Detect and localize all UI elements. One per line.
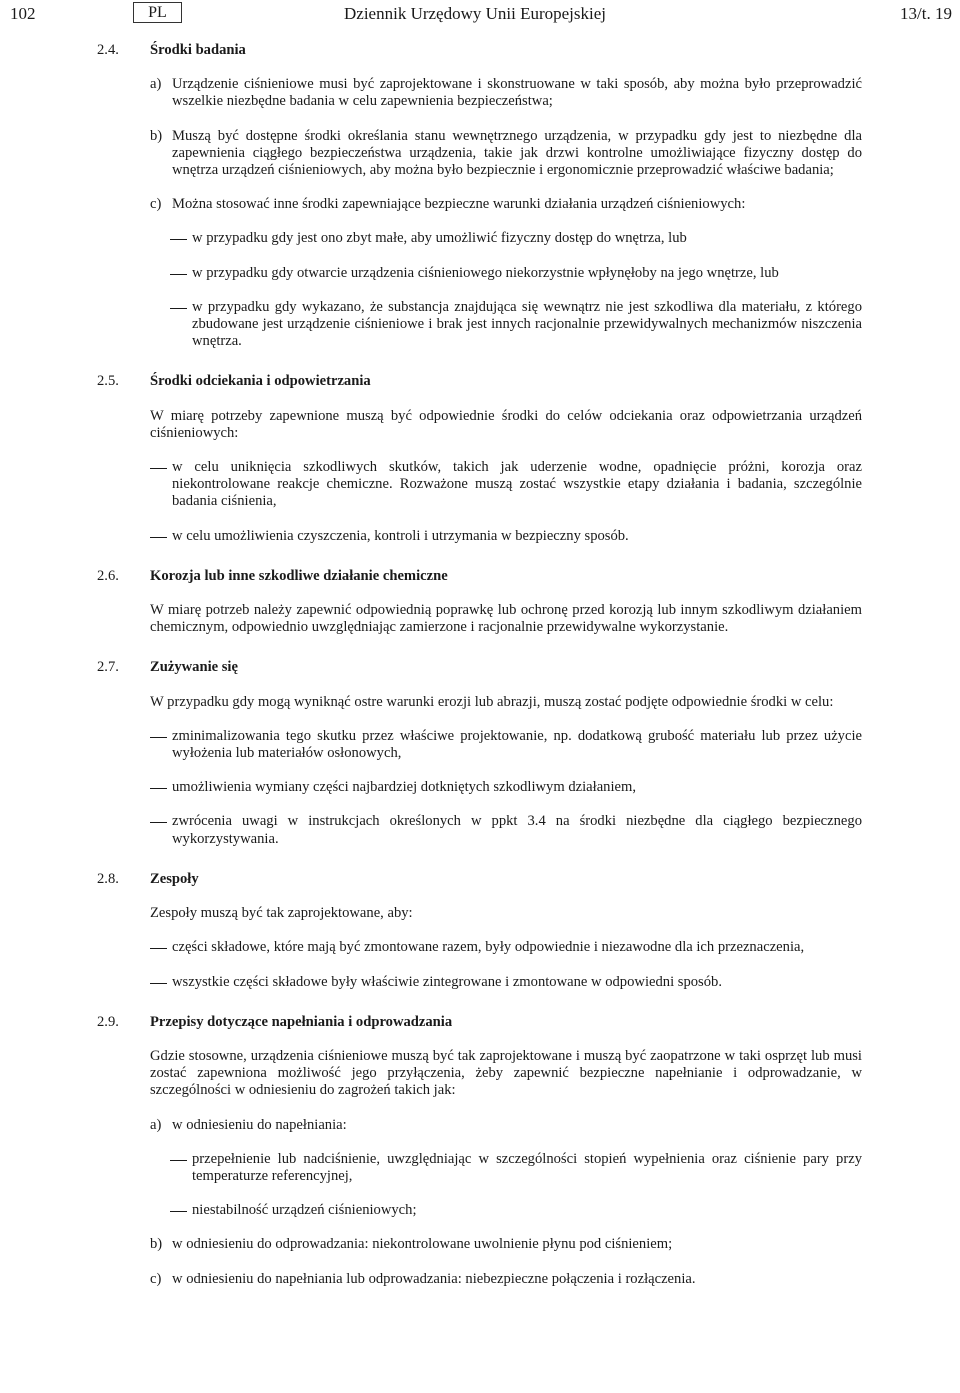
item-marker: c) (150, 1270, 162, 1287)
item-marker: a) (150, 1116, 162, 1133)
section-2-5 (0, 373, 960, 544)
dash-item: niestabilność urządzeń ciśnieniowych; (170, 1202, 862, 1219)
paragraph: Zespoły muszą być tak zaprojektowane, aby: (150, 905, 413, 922)
section-2-6 (0, 568, 960, 637)
dash-item: w celu umożliwienia czyszczenia, kontroli i utrzymania w bezpieczny sposób. (150, 528, 862, 545)
section-content (0, 905, 960, 991)
item-marker: c) (150, 196, 162, 213)
section-number: 2.9. (97, 1013, 119, 1030)
dash-item: części składowe, które mają być zmontowane razem, były odpowiednie i niezawodne dla ich przeznaczenia, (150, 939, 862, 956)
item-text: w odniesieniu do napełniania: (172, 1116, 347, 1133)
dash-item: umożliwienia wymiany części najbardziej dotkniętych szkodliwym działaniem, (150, 779, 862, 796)
dash-item: w celu uniknięcia szkodliwych skutków, takich jak uderzenie wodne, opadnięcie próżni, korozja oraz niekontrolowane reakcje chemiczne. Rozważone muszą zostać wszystkie etapy działania i badania, szczególnie badania ciśnienia, (150, 459, 862, 511)
paragraph: Gdzie stosowne, urządzenia ciśnieniowe muszą być tak zaprojektowane i muszą być zaopatrzone w taki osprzęt lub musi zostać zapewniona możliwość jego przyłączenia, żeby zapewnić bezpieczne napełnianie i odprowadzanie, w szczególności w odniesieniu do zagrożeń takich jak: (150, 1047, 862, 1099)
item-text: w odniesieniu do napełniania lub odprowadzania: niebezpieczne połączenia i rozłączenia. (172, 1270, 696, 1287)
list-item (150, 1271, 862, 1288)
item-text: Można stosować inne środki zapewniające bezpieczne warunki działania urządzeń ciśnieniowych: (172, 196, 746, 213)
item-marker: a) (150, 76, 162, 93)
section-content (0, 602, 960, 636)
journal-title: Dziennik Urzędowy Unii Europejskiej (344, 4, 607, 23)
item-marker: b) (150, 1236, 163, 1253)
issue-date: 13/t. 19 (900, 4, 952, 23)
dash-item: w przypadku gdy wykazano, że substancja znajdująca się wewnątrz nie jest szkodliwa dla materiału, z którego zbudowane jest urządzenie ciśnieniowe i brak jest innych racjonalnie przewidywalnych mechanizmów niszczenia wnętrza. (170, 299, 862, 351)
list-item (150, 1236, 862, 1253)
section-content (0, 694, 960, 848)
section-content (0, 408, 960, 545)
dash-item: w przypadku gdy otwarcie urządzenia ciśnieniowego niekorzystnie wpłynęłoby na jego wnętrze, lub (170, 265, 862, 282)
list-item (150, 196, 862, 213)
section-title: Zespoły (150, 870, 199, 887)
item-text: Urządzenie ciśnieniowe musi być zaprojektowane i skonstruowane w taki sposób, aby można było przeprowadzić wszelkie niezbędne badania w celu zapewnienia bezpieczeństwa; (172, 76, 862, 110)
page-number: 102 (10, 4, 36, 23)
list-item (150, 76, 862, 110)
section-content (0, 1048, 960, 1288)
dash-item: wszystkie części składowe były właściwie zintegrowane i zmontowane w odpowiedni sposób. (150, 974, 862, 991)
section-2-4 (0, 42, 960, 350)
paragraph: W przypadku gdy mogą wyniknąć ostre warunki erozji lub abrazji, muszą zostać podjęte odpowiednie środki w celu: (150, 693, 834, 710)
item-marker: b) (150, 127, 163, 144)
list-item (150, 1117, 862, 1134)
section-content (0, 76, 960, 350)
paragraph: W miarę potrzeby zapewnione muszą być odpowiednie środki do celów odciekania oraz odpowietrzania urządzeń ciśnieniowych: (150, 407, 862, 441)
section-2-9 (0, 1014, 960, 1288)
section-title: Przepisy dotyczące napełniania i odprowadzania (150, 1013, 453, 1030)
section-number: 2.7. (97, 659, 119, 676)
section-2-8 (0, 871, 960, 991)
item-text: w odniesieniu do odprowadzania: niekontrolowane uwolnienie płynu pod ciśnieniem; (172, 1236, 673, 1253)
list-item (150, 128, 862, 180)
section-number: 2.6. (97, 567, 119, 584)
page-header (0, 0, 960, 30)
document-body (0, 40, 960, 1288)
section-title: Zużywanie się (150, 659, 238, 676)
section-title: Korozja lub inne szkodliwe działanie chemiczne (150, 567, 448, 584)
dash-item: zminimalizowania tego skutku przez właściwe projektowanie, np. dodatkową grubość materiału lub przez użycie wyłożenia lub materiałów osłonowych, (150, 728, 862, 762)
dash-item: przepełnienie lub nadciśnienie, uwzględniając w szczególności stopień wypełnienia oraz ciśnienie pary przy temperaturze referencyjnej, (170, 1151, 862, 1185)
section-number: 2.8. (97, 870, 119, 887)
section-number: 2.4. (97, 42, 119, 58)
section-title: Środki badania (150, 42, 246, 58)
paragraph: W miarę potrzeb należy zapewnić odpowiednią poprawkę lub ochronę przed korozją lub innym szkodliwym działaniem chemicznym, odpowiednio uwzględniając zamierzone i racjonalnie przewidywalne wykorzystanie. (150, 602, 862, 636)
dash-item: zwrócenia uwagi w instrukcjach określonych w ppkt 3.4 na środki niezbędne dla ciągłego bezpiecznego wykorzystywania. (150, 813, 862, 847)
dash-item: w przypadku gdy jest ono zbyt małe, aby umożliwić fizyczny dostęp do wnętrza, lub (170, 230, 862, 247)
language-code-box: PL (133, 2, 182, 23)
item-text: Muszą być dostępne środki określania stanu wewnętrznego urządzenia, w przypadku gdy jest to niezbędne dla zapewnienia ciągłego bezpieczeństwa urządzenia, takie jak drzwi kontrolne umożliwiające fizyczny dostęp do wnętrza urządzeń ciśnieniowych, aby można było bezpiecznie i ergonomicznie przeprowadzić właściwe badania; (172, 127, 862, 179)
section-number: 2.5. (97, 373, 119, 390)
section-title: Środki odciekania i odpowietrzania (150, 373, 371, 390)
section-2-7 (0, 659, 960, 847)
